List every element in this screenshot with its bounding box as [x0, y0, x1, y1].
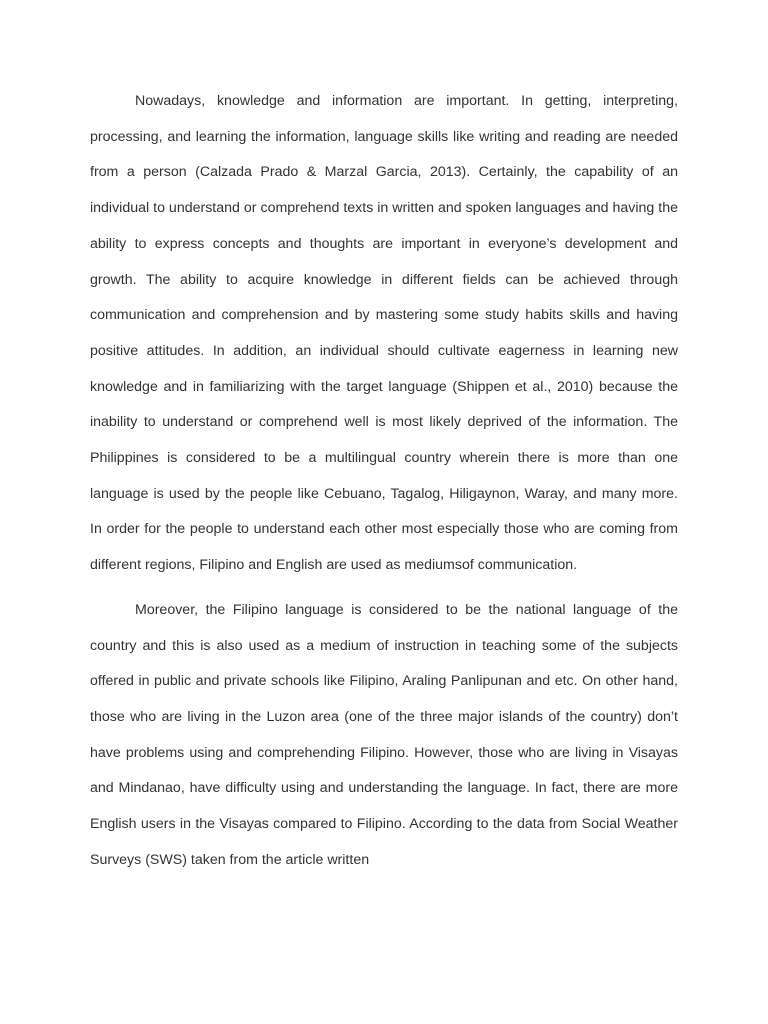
paragraph-2: Moreover, the Filipino language is considered to be the national language of the country and this is also used as a medium of instruction in teaching some of the subjects offered in public and private schools like Filipino, Araling Panlipunan and etc. On other hand, those who are living in the Luzon area (one of the three major islands of the country) don’t have problems using and comprehending Filipino. However, those who are living in Visayas and Mindanao, have difficulty using and understanding the language. In fact, there are more English users in the Visayas compared to Filipino. According to the data from Social Weather Surveys (SWS) taken from the article written	[90, 601, 678, 868]
paragraph-1: Nowadays, knowledge and information are important. In getting, interpreting, processing, and learning the information, language skills like writing and reading are needed from a person (Calzada Prado & Marzal Garcia, 2013). Certainly, the capability of an individual to understand or comprehend texts in written and spoken languages and having the ability to express concepts and thoughts are important in everyone’s development and growth. The ability to acquire knowledge in different fields can be achieved through communication and comprehension and by mastering some study habits skills and having positive attitudes. In addition, an individual should cultivate eagerness in learning new knowledge and in familiarizing with the target language (Shippen et al., 2010) because the inability to understand or comprehend well is most likely deprived of the information. The Philippines is considered to be a multilingual country wherein there is more than one language is used by the people like Cebuano, Tagalog, Hiligaynon, Waray, and many more. In order for the people to understand each other most especially those who are coming from different regions, Filipino and English are used as mediumsof communication.	[90, 93, 678, 574]
